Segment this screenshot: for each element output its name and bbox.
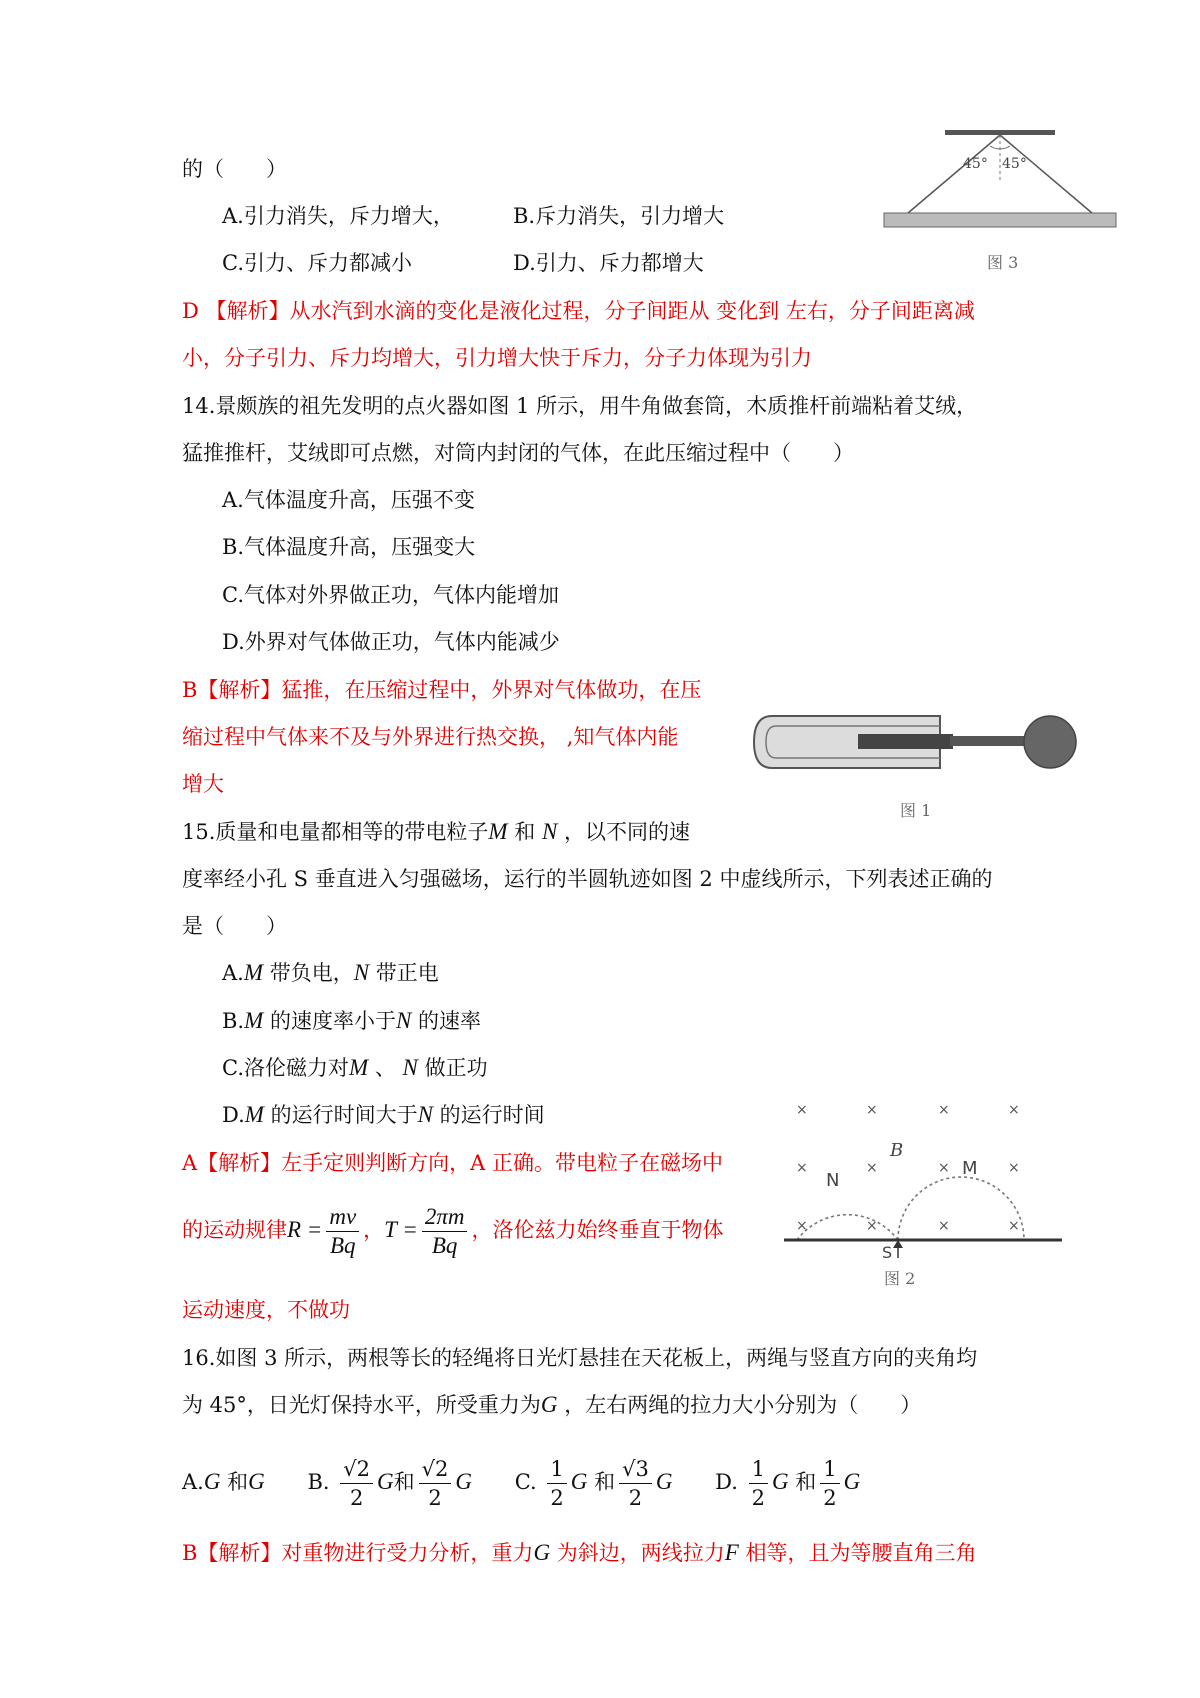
q14-option-c: C.气体对外界做正功，气体内能增加 bbox=[222, 583, 559, 607]
var-G: G bbox=[771, 1469, 789, 1494]
fig1-caption: 图 1 bbox=[900, 801, 932, 820]
q16-analysis-line1 bbox=[182, 1538, 977, 1568]
q16-option-b bbox=[307, 1442, 472, 1522]
angle-left-label: 45° bbox=[963, 156, 988, 172]
q15-analysis-pre: 的运动规律 bbox=[182, 1218, 287, 1242]
field-crosses bbox=[796, 1102, 1020, 1234]
q15-optB-pre: B. bbox=[222, 1009, 245, 1033]
opt-and: 和 bbox=[393, 1470, 415, 1494]
q15-analysis-line3: 运动速度，不做功 bbox=[182, 1298, 350, 1322]
figure-3 bbox=[870, 120, 1140, 290]
q15-optA-mid: 带负电， bbox=[269, 961, 354, 985]
var-M: M bbox=[488, 819, 508, 844]
svg-text:×: × bbox=[866, 1218, 878, 1234]
svg-text:×: × bbox=[866, 1160, 878, 1176]
q14-analysis-line1: B【解析】猛推，在压缩过程中，外界对气体做功，在压 bbox=[182, 678, 702, 702]
frac-num: 1 bbox=[749, 1455, 768, 1484]
frac-num: 1 bbox=[820, 1455, 839, 1484]
opt-label: A. bbox=[182, 1470, 204, 1494]
right-rope bbox=[1000, 135, 1092, 213]
q15-optD-mid: 的运行时间大于 bbox=[270, 1103, 418, 1127]
q16-option-d bbox=[715, 1442, 860, 1522]
q15-stem-c: ，以不同的速 bbox=[563, 820, 690, 844]
fig2-label-N: N bbox=[826, 1170, 840, 1191]
q15-option-c bbox=[222, 1053, 488, 1083]
frac-den: 2 bbox=[628, 1486, 643, 1510]
q16-analysis-b: 为斜边，两线拉力 bbox=[556, 1541, 725, 1565]
q14-option-a: A.气体温度升高，压强不变 bbox=[222, 488, 475, 512]
q15-stem-line1 bbox=[182, 817, 690, 847]
q15-optB-mid: 的速度率小于 bbox=[269, 1009, 396, 1033]
opt-label: C. bbox=[514, 1470, 537, 1494]
opt-and: 和 bbox=[795, 1470, 817, 1494]
frac-den: Bq bbox=[329, 1233, 356, 1258]
fraction-sqrt2-2 bbox=[419, 1455, 452, 1512]
frac-den: Bq bbox=[431, 1233, 458, 1258]
svg-text:×: × bbox=[796, 1160, 808, 1176]
fraction-1-2 bbox=[547, 1455, 566, 1512]
var-M: M bbox=[349, 1055, 369, 1080]
q13-option-a: A.引力消失，斥力增大， bbox=[222, 204, 454, 228]
svg-text:×: × bbox=[1008, 1160, 1020, 1176]
svg-text:×: × bbox=[796, 1218, 808, 1234]
fig2-label-B: B bbox=[890, 1140, 904, 1161]
q15-stem-b: 和 bbox=[514, 820, 536, 844]
q15-optA-pre: A. bbox=[222, 961, 244, 985]
frac-den: 2 bbox=[823, 1486, 837, 1510]
svg-text:×: × bbox=[1008, 1218, 1020, 1234]
q15-option-b bbox=[222, 1006, 481, 1036]
push-rod bbox=[858, 734, 953, 749]
trajectory-M bbox=[898, 1177, 1024, 1240]
var-M: M bbox=[243, 960, 264, 985]
rod-knob bbox=[1024, 716, 1076, 768]
svg-text:×: × bbox=[938, 1160, 950, 1176]
frac-num bbox=[419, 1455, 452, 1484]
var-G: G bbox=[455, 1469, 473, 1494]
opt-and: 和 bbox=[594, 1470, 616, 1494]
var-G: G bbox=[570, 1469, 588, 1494]
q14-stem-line1: 14.景颇族的祖先发明的点火器如图 1 所示，用牛角做套筒，木质推杆前端粘着艾绒， bbox=[182, 394, 978, 418]
q13-analysis-line2: 小，分子引力、斥力均增大，引力增大快于斥力，分子力体现为引力 bbox=[182, 346, 812, 370]
q15-stem-line2: 度率经小孔 S 垂直进入匀强磁场，运行的半圆轨迹如图 2 中虚线所示，下列表述正确的 bbox=[182, 867, 993, 891]
frac-den: 2 bbox=[550, 1486, 564, 1510]
svg-text:×: × bbox=[866, 1102, 878, 1118]
var-N: N bbox=[417, 1102, 433, 1127]
q14-analysis-line3: 增大 bbox=[182, 772, 224, 796]
q13-option-d: D.引力、斥力都增大 bbox=[513, 251, 704, 275]
q13-option-c: C.引力、斥力都减小 bbox=[222, 251, 412, 275]
var-N: N bbox=[402, 1055, 418, 1080]
q15-analysis-line1: A【解析】左手定则判断方向，A 正确。带电粒子在磁场中 bbox=[182, 1151, 724, 1175]
q15-option-a bbox=[222, 958, 439, 988]
q15-optC-post: 做正功 bbox=[424, 1056, 488, 1080]
var-G: G bbox=[540, 1392, 558, 1417]
var-M: M bbox=[244, 1102, 264, 1127]
q13-option-b: B.斥力消失，引力增大 bbox=[513, 204, 725, 228]
q16-option-c bbox=[515, 1442, 673, 1522]
q16-stem-line2 bbox=[182, 1390, 921, 1420]
fluorescent-lamp bbox=[884, 213, 1116, 227]
q13-analysis-line1: D 【解析】从水汽到水滴的变化是液化过程，分子间距从 变化到 左右，分子间距离减 bbox=[182, 299, 975, 323]
fraction-mv-Bq bbox=[326, 1203, 359, 1260]
var-G: G bbox=[843, 1469, 861, 1494]
frac-num bbox=[340, 1455, 373, 1484]
fraction-sqrt3-2 bbox=[619, 1455, 652, 1512]
frac-num: 2πm bbox=[422, 1203, 468, 1232]
q15-stem-line3: 是（ ） bbox=[182, 914, 287, 938]
q15-analysis-post: ，洛伦兹力始终垂直于物体 bbox=[471, 1218, 724, 1242]
q14-stem-line2: 猛推推杆，艾绒即可点燃，对筒内封闭的气体，在此压缩过程中（ ） bbox=[182, 441, 854, 465]
fraction-sqrt2-2 bbox=[340, 1455, 373, 1512]
var-N: N bbox=[541, 819, 558, 844]
svg-text:×: × bbox=[938, 1102, 950, 1118]
q16-analysis-c: 相等，且为等腰直角三角 bbox=[745, 1541, 977, 1565]
var-N: N bbox=[395, 1008, 412, 1033]
q15-optC-mid: 、 bbox=[374, 1056, 396, 1080]
q15-stem-a: 15.质量和电量都相等的带电粒子 bbox=[182, 820, 489, 844]
fig2-label-S: S bbox=[882, 1243, 893, 1262]
var-G: G bbox=[377, 1469, 394, 1494]
q16-stem-line1: 16.如图 3 所示，两根等长的轻绳将日光灯悬挂在天花板上，两绳与竖直方向的夹角均 bbox=[182, 1346, 978, 1370]
q14-analysis-line2: 缩过程中气体来不及与外界进行热交换， ,知气体内能 bbox=[182, 725, 679, 749]
fraction-1-2 bbox=[749, 1455, 768, 1512]
left-rope bbox=[908, 135, 1000, 213]
angle-right-label: 45° bbox=[1002, 156, 1027, 172]
figure-2 bbox=[772, 1094, 1072, 1294]
fraction-1-2 bbox=[820, 1455, 839, 1512]
q15-analysis-line2 bbox=[182, 1203, 723, 1260]
q15-option-d bbox=[222, 1100, 545, 1130]
frac-den: 2 bbox=[349, 1486, 364, 1510]
sqrt3: √3 bbox=[622, 1457, 649, 1481]
q15-optA-post: 带正电 bbox=[375, 961, 439, 985]
trajectory-N bbox=[797, 1215, 898, 1240]
opt-and: 和 bbox=[227, 1470, 249, 1494]
fraction-2pim-Bq bbox=[422, 1203, 468, 1260]
svg-text:×: × bbox=[796, 1102, 808, 1118]
q16-analysis-a: B【解析】对重物进行受力分析，重力 bbox=[182, 1541, 534, 1565]
opt-label: B. bbox=[307, 1470, 330, 1494]
q15-optD-pre: D. bbox=[222, 1103, 245, 1127]
fig2-label-M: M bbox=[962, 1158, 978, 1179]
figure-1 bbox=[750, 704, 1080, 834]
svg-text:×: × bbox=[938, 1218, 950, 1234]
frac-num bbox=[619, 1455, 652, 1484]
var-F: F bbox=[724, 1540, 739, 1565]
formula-R: R = bbox=[287, 1217, 323, 1242]
push-rod-handle bbox=[950, 736, 1030, 746]
fig2-caption: 图 2 bbox=[884, 1269, 916, 1288]
sqrt2: √2 bbox=[343, 1457, 371, 1481]
q16-option-a bbox=[182, 1442, 265, 1522]
q16-stem-b: ，左右两绳的拉力大小分别为（ ） bbox=[564, 1393, 922, 1417]
frac-den: 2 bbox=[751, 1486, 765, 1510]
var-G: G bbox=[248, 1469, 265, 1494]
q13-stem-tail: 的（ ） bbox=[182, 157, 287, 181]
q15-optC-pre: C.洛伦磁力对 bbox=[222, 1056, 349, 1080]
formula-sep: ， bbox=[363, 1218, 385, 1242]
frac-den: 2 bbox=[428, 1486, 442, 1510]
opt-label: D. bbox=[715, 1470, 738, 1494]
frac-num: mv bbox=[326, 1203, 359, 1232]
var-G: G bbox=[533, 1540, 551, 1565]
q14-option-b: B.气体温度升高，压强变大 bbox=[222, 535, 476, 559]
fig3-caption: 图 3 bbox=[987, 253, 1019, 272]
var-M: M bbox=[244, 1008, 264, 1033]
sqrt2: √2 bbox=[421, 1457, 449, 1481]
ceiling bbox=[945, 130, 1055, 135]
q15-optD-post: 的运行时间 bbox=[439, 1103, 545, 1127]
q16-stem-a: 为 45°，日光灯保持水平，所受重力为 bbox=[182, 1393, 541, 1417]
formula-T: T = bbox=[384, 1217, 418, 1242]
var-N: N bbox=[353, 960, 370, 985]
q16-options bbox=[182, 1442, 860, 1522]
q14-option-d: D.外界对气体做正功，气体内能减少 bbox=[222, 630, 560, 654]
frac-num: 1 bbox=[547, 1455, 566, 1484]
svg-text:×: × bbox=[1008, 1102, 1020, 1118]
var-G: G bbox=[203, 1469, 221, 1494]
q15-optB-post: 的速率 bbox=[418, 1009, 481, 1033]
var-G: G bbox=[655, 1469, 673, 1494]
